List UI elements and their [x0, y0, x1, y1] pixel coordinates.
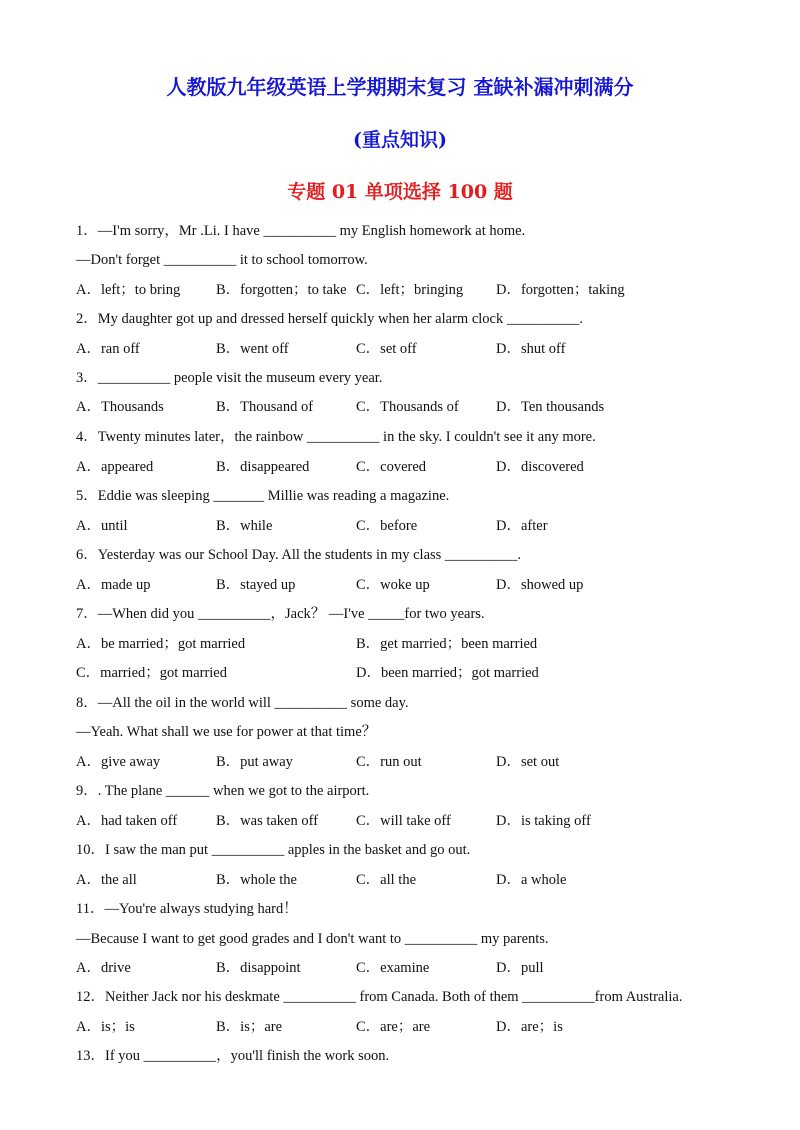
- question-9-option-c: C．will take off: [356, 813, 451, 829]
- document-subtitle: (重点知识): [353, 129, 447, 151]
- question-6-option-a: A．made up: [76, 577, 151, 593]
- question-6-option-d: D．showed up: [496, 577, 584, 593]
- document-title: 人教版九年级英语上学期期末复习 查缺补漏冲刺满分: [166, 75, 634, 99]
- question-5-option-a: A．until: [76, 518, 128, 534]
- question-12-option-d: D．are；is: [496, 1019, 563, 1035]
- question-3-option-c: C．Thousands of: [356, 399, 459, 415]
- question-10-option-b: B．whole the: [216, 872, 297, 888]
- question-9-option-a: A．had taken off: [76, 813, 178, 829]
- question-1-stem: 1．—I'm sorry，Mr .Li. I have __________ my English homework at home.: [76, 223, 526, 239]
- question-7-option-a: A．be married；got married: [76, 636, 246, 652]
- question-7-option-c: C．married；got married: [76, 665, 227, 681]
- question-4-option-a: A．appeared: [76, 459, 154, 475]
- question-7-stem: 7．—When did you __________，Jack？ —I've _____for two years.: [76, 606, 485, 622]
- question-4-option-b: B．disappeared: [216, 459, 310, 475]
- question-10-option-d: D．a whole: [496, 872, 567, 888]
- question-11-option-a: A．drive: [76, 960, 131, 976]
- question-8-option-d: D．set out: [496, 754, 560, 770]
- question-9-option-d: D．is taking off: [496, 813, 591, 829]
- question-5-option-d: D．after: [496, 518, 548, 534]
- question-11-option-d: D．pull: [496, 960, 544, 976]
- question-12-stem: 12．Neither Jack nor his deskmate __________ from Canada. Both of them __________from Australia.: [76, 989, 683, 1005]
- question-5-option-c: C．before: [356, 518, 418, 534]
- question-8-option-b: B．put away: [216, 754, 293, 770]
- question-1-stem-line2: —Don't forget __________ it to school tomorrow.: [76, 252, 368, 268]
- question-8-stem: 8．—All the oil in the world will __________ some day.: [76, 695, 409, 711]
- question-9-option-b: B．was taken off: [216, 813, 319, 829]
- question-11-option-b: B．disappoint: [216, 960, 301, 976]
- question-9-stem: 9．. The plane ______ when we got to the airport.: [76, 783, 370, 799]
- question-8-option-a: A．give away: [76, 754, 161, 770]
- question-2-option-b: B．went off: [216, 341, 289, 357]
- question-7-option-b: B．get married；been married: [356, 636, 538, 652]
- question-4-option-c: C．covered: [356, 459, 427, 475]
- question-4-stem: 4．Twenty minutes later，the rainbow __________ in the sky. I couldn't see it any more.: [76, 429, 596, 445]
- topic-heading: 专题 01 单项选择 100 题: [287, 181, 513, 203]
- question-2-option-a: A．ran off: [76, 341, 140, 357]
- question-2-option-c: C．set off: [356, 341, 417, 357]
- question-8-stem-line2: —Yeah. What shall we use for power at that time？: [76, 724, 377, 740]
- question-8-option-c: C．run out: [356, 754, 422, 770]
- question-2-stem: 2．My daughter got up and dressed herself quickly when her alarm clock __________.: [76, 311, 583, 327]
- question-4-option-d: D．discovered: [496, 459, 584, 475]
- question-11-stem-line2: —Because I want to get good grades and I don't want to __________ my parents.: [76, 931, 549, 947]
- question-1-option-d: D．forgotten；taking: [496, 282, 625, 298]
- question-5-option-b: B．while: [216, 518, 273, 534]
- question-6-option-c: C．woke up: [356, 577, 430, 593]
- question-12-option-a: A．is；is: [76, 1019, 135, 1035]
- question-3-option-a: A．Thousands: [76, 399, 164, 415]
- question-2-option-d: D．shut off: [496, 341, 566, 357]
- question-3-option-d: D．Ten thousands: [496, 399, 605, 415]
- question-1-option-c: C．left；bringing: [356, 282, 464, 298]
- question-12-option-c: C．are；are: [356, 1019, 431, 1035]
- question-10-stem: 10．I saw the man put __________ apples in the basket and go out.: [76, 842, 471, 858]
- question-10-option-a: A．the all: [76, 872, 137, 888]
- question-3-stem: 3．__________ people visit the museum every year.: [76, 370, 383, 386]
- question-1-option-a: A．left；to bring: [76, 282, 181, 298]
- question-5-stem: 5．Eddie was sleeping _______ Millie was reading a magazine.: [76, 488, 450, 504]
- question-1-option-b: B．forgotten；to take: [216, 282, 347, 298]
- question-13-stem: 13．If you __________，you'll finish the work soon.: [76, 1048, 390, 1064]
- question-7-option-d: D．been married；got married: [356, 665, 539, 681]
- question-3-option-b: B．Thousand of: [216, 399, 314, 415]
- question-10-option-c: C．all the: [356, 872, 417, 888]
- question-11-option-c: C．examine: [356, 960, 430, 976]
- question-12-option-b: B．is；are: [216, 1019, 283, 1035]
- question-6-option-b: B．stayed up: [216, 577, 296, 593]
- question-6-stem: 6．Yesterday was our School Day. All the students in my class __________.: [76, 547, 522, 563]
- question-11-stem: 11．—You're always studying hard！: [76, 901, 298, 917]
